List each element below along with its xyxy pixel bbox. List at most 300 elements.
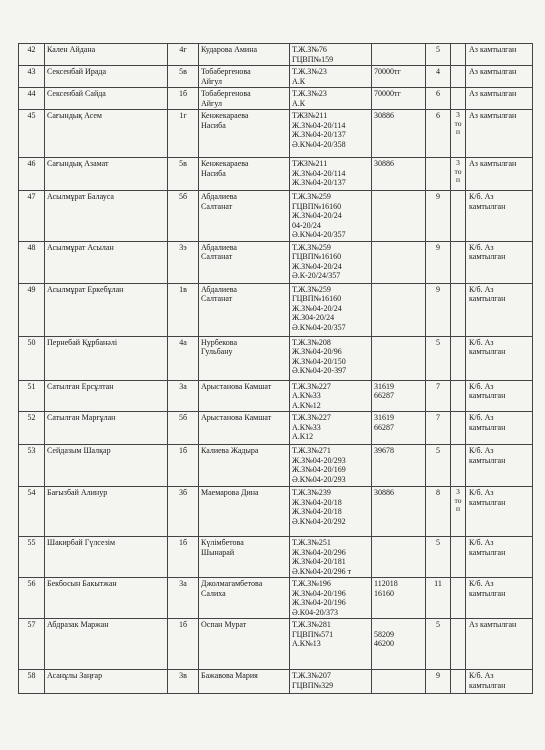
amount-cell-line — [374, 620, 423, 630]
documents-cell-line: Ж.З№04-20/114 — [292, 120, 346, 130]
documents-cell-line: ГЦВП№16160 — [292, 294, 342, 303]
student-name-cell: Сексенбай Ирада — [45, 66, 168, 88]
teacher-cell-line: Бажавова Мария — [201, 671, 258, 680]
amount-cell-line: 30886 — [374, 488, 394, 497]
teacher-cell-line: Оспан Мурат — [201, 620, 247, 629]
row-number-cell: 46 — [19, 158, 45, 191]
documents-cell-line: А.К№33 — [292, 422, 321, 432]
teacher-cell-line: Насиба — [201, 120, 226, 130]
class-cell: 5б — [168, 412, 199, 445]
status-cell — [466, 158, 533, 191]
amount-cell — [372, 412, 426, 445]
note-cell — [451, 241, 466, 283]
note-cell — [451, 66, 466, 88]
status-cell — [466, 380, 533, 412]
status-cell-line: К/б. Аз — [469, 284, 494, 294]
student-name-cell: Асылмұрат Балауса — [45, 191, 168, 242]
status-cell-line: К/б. Аз — [469, 381, 494, 391]
teacher-cell-line: Кударова Амина — [201, 45, 258, 54]
amount-cell — [372, 44, 426, 66]
class-cell: 5б — [168, 191, 199, 242]
teacher-cell — [199, 66, 290, 88]
class-cell: 3а — [168, 578, 199, 619]
amount-cell-line: 46200 — [374, 639, 394, 648]
amount-cell-line: 66287 — [374, 422, 394, 432]
class-cell: 1б — [168, 619, 199, 670]
amount-cell — [372, 110, 426, 158]
status-cell-line: камтылган — [469, 422, 506, 432]
documents-cell-line: ТЖЗ№211 — [292, 159, 328, 168]
amount-cell — [372, 380, 426, 412]
count-cell: 9 — [426, 670, 451, 694]
status-cell-line: камтылган — [469, 547, 506, 557]
status-cell — [466, 44, 533, 66]
amount-cell — [372, 66, 426, 88]
note-cell — [451, 445, 466, 487]
teacher-cell-line: Абдалиева — [201, 192, 237, 201]
row-number-cell: 43 — [19, 66, 45, 88]
status-cell-line: камтылган — [469, 497, 506, 507]
documents-cell-line: Ә.К№04-20/357 — [292, 230, 346, 239]
status-cell — [466, 283, 533, 336]
amount-cell — [372, 487, 426, 537]
status-cell-line: камтылган — [469, 201, 506, 211]
status-cell-line: камтылган — [469, 347, 506, 356]
status-cell — [466, 487, 533, 537]
note-cell-line: 3 — [456, 487, 460, 496]
note-cell-line: п — [455, 504, 460, 513]
status-cell-line: Аз камтылган — [469, 159, 517, 168]
documents-cell-line: Ж.З№04-20/137 — [292, 130, 346, 139]
note-cell — [451, 158, 466, 191]
student-name-cell: Сатылған Марғұлан — [45, 412, 168, 445]
table-row — [19, 537, 533, 578]
documents-cell — [290, 619, 372, 670]
teacher-cell — [199, 445, 290, 487]
documents-cell — [290, 44, 372, 66]
row-number-cell: 52 — [19, 412, 45, 445]
teacher-cell — [199, 380, 290, 412]
note-cell-line: п — [455, 175, 460, 184]
amount-cell-line: 58209 — [374, 629, 394, 639]
documents-cell — [290, 445, 372, 487]
status-cell — [466, 445, 533, 487]
documents-cell-line: Ж.З№04-20/24 — [292, 261, 342, 271]
documents-cell-line: А.К№33 — [292, 391, 321, 400]
table-row — [19, 578, 533, 619]
documents-cell-line: Т.Ж.З№281 — [292, 620, 331, 629]
student-name-cell: Асылмұрат Асылан — [45, 241, 168, 283]
documents-cell-line: Т.Ж.З№23 — [292, 67, 327, 76]
status-cell-line: К/б. Аз — [469, 488, 494, 497]
class-cell: 5в — [168, 158, 199, 191]
teacher-cell-line: Абдалиева — [201, 242, 237, 252]
table-row — [19, 110, 533, 158]
teacher-cell-line: Салиха — [201, 588, 226, 598]
documents-cell — [290, 66, 372, 88]
status-cell-line: камтылган — [469, 455, 506, 465]
class-cell: 3э — [168, 241, 199, 283]
count-cell: 9 — [426, 283, 451, 336]
amount-cell-line: 30886 — [374, 159, 394, 168]
status-cell — [466, 619, 533, 670]
count-cell: 11 — [426, 578, 451, 619]
note-cell — [451, 380, 466, 412]
teacher-cell-line: Күлімбетова — [201, 538, 244, 547]
amount-cell — [372, 88, 426, 110]
amount-cell-line: 31619 — [374, 413, 394, 422]
status-cell-line: К/б. Аз — [469, 192, 494, 201]
status-cell — [466, 412, 533, 445]
documents-cell-line: Ж.З№04-20/18 — [292, 497, 342, 507]
table-row — [19, 487, 533, 537]
documents-cell-line: А.К12 — [292, 432, 314, 441]
documents-cell-line: Т.Ж.З№196 — [292, 579, 331, 588]
amount-cell — [372, 537, 426, 578]
status-cell — [466, 110, 533, 158]
count-cell — [426, 158, 451, 191]
table-row — [19, 619, 533, 670]
documents-cell — [290, 158, 372, 191]
documents-cell-line: Ж.З№04-20/114 — [292, 168, 346, 178]
documents-cell-line: Т.Ж.З№76 — [292, 45, 327, 54]
amount-cell — [372, 578, 426, 619]
teacher-cell — [199, 283, 290, 336]
row-number-cell: 47 — [19, 191, 45, 242]
row-number-cell: 51 — [19, 380, 45, 412]
status-cell-line: Аз камтылган — [469, 111, 517, 120]
amount-cell-line: 112018 — [374, 579, 398, 588]
class-cell: 3б — [168, 487, 199, 537]
documents-cell-line: ГЦВП№16160 — [292, 201, 342, 211]
note-cell — [451, 283, 466, 336]
count-cell: 9 — [426, 191, 451, 242]
documents-cell-line: Ж.З№04-20/137 — [292, 178, 346, 187]
teacher-cell-line: Тобабергенова — [201, 67, 251, 76]
count-cell: 8 — [426, 487, 451, 537]
count-cell: 5 — [426, 619, 451, 670]
row-number-cell: 58 — [19, 670, 45, 694]
amount-cell — [372, 241, 426, 283]
status-cell-line: Аз камтылган — [469, 67, 517, 76]
teacher-cell-line: Арыстанова Камшат — [201, 413, 272, 422]
student-name-cell: Сағындық Асем — [45, 110, 168, 158]
count-cell: 9 — [426, 241, 451, 283]
documents-cell-line: Ж.З№04-20/24 — [292, 303, 342, 313]
row-number-cell: 49 — [19, 283, 45, 336]
row-number-cell: 48 — [19, 241, 45, 283]
documents-cell — [290, 487, 372, 537]
teacher-cell-line: Салтанат — [201, 294, 233, 303]
documents-cell — [290, 670, 372, 694]
row-number-cell: 45 — [19, 110, 45, 158]
student-name-cell: Кален Айдана — [45, 44, 168, 66]
row-number-cell: 53 — [19, 445, 45, 487]
amount-cell — [372, 445, 426, 487]
class-cell: 4а — [168, 336, 199, 380]
documents-cell-line: ГЦВП№571 — [292, 629, 334, 639]
teacher-cell — [199, 487, 290, 537]
student-name-cell: Сексенбай Сайда — [45, 88, 168, 110]
status-cell — [466, 191, 533, 242]
documents-cell-line: Т.Ж.З№207 — [292, 671, 331, 680]
documents-cell — [290, 110, 372, 158]
table-row — [19, 336, 533, 380]
amount-cell-line: 39678 — [374, 446, 394, 455]
note-cell-line: то — [454, 166, 462, 176]
amount-cell — [372, 336, 426, 380]
teacher-cell — [199, 619, 290, 670]
documents-cell — [290, 380, 372, 412]
amount-cell-line: 16160 — [374, 588, 394, 598]
status-cell-line: Аз камтылган — [469, 45, 517, 54]
table-row — [19, 88, 533, 110]
documents-cell-line: Т.Ж.З№23 — [292, 89, 327, 98]
student-name-cell: Абдразак Маржан — [45, 619, 168, 670]
class-cell: 3в — [168, 670, 199, 694]
documents-cell-line: Ә.К№04-20/358 — [292, 139, 346, 149]
documents-cell-line: Т.Ж.З№227 — [292, 413, 331, 422]
count-cell: 5 — [426, 537, 451, 578]
row-number-cell: 50 — [19, 336, 45, 380]
documents-cell-line: Ж.З№04-20/96 — [292, 347, 342, 356]
documents-cell — [290, 283, 372, 336]
teacher-cell — [199, 88, 290, 110]
table-row — [19, 158, 533, 191]
documents-cell-line: А.К — [292, 76, 306, 86]
teacher-cell-line: Калиева Жадыра — [201, 446, 259, 455]
table-row — [19, 380, 533, 412]
teacher-cell-line: Кенжекараева — [201, 159, 249, 168]
teacher-cell-line: Салтанат — [201, 252, 233, 261]
class-cell: 1б — [168, 537, 199, 578]
status-cell-line: камтылган — [469, 391, 506, 400]
note-cell — [451, 88, 466, 110]
documents-cell-line: А.К — [292, 98, 306, 108]
amount-cell-line: 70000тг — [374, 89, 401, 98]
student-name-cell: Асанұлы Заңғар — [45, 670, 168, 694]
documents-cell-line: А.К№12 — [292, 400, 321, 410]
documents-cell-line: Ж.З№04-20/24 — [292, 211, 342, 220]
amount-cell — [372, 283, 426, 336]
documents-cell-line: Ә.К№04-20/296 т — [292, 566, 352, 576]
note-cell — [451, 619, 466, 670]
status-cell — [466, 670, 533, 694]
amount-cell — [372, 158, 426, 191]
table-row — [19, 283, 533, 336]
class-cell: 4г — [168, 44, 199, 66]
count-cell: 7 — [426, 412, 451, 445]
student-name-cell: Шакирбай Гүлсезім — [45, 537, 168, 578]
documents-cell-line: ТЖЗ№211 — [292, 111, 328, 120]
documents-cell-line: Т.Ж.З№271 — [292, 446, 331, 455]
note-cell — [451, 44, 466, 66]
teacher-cell — [199, 241, 290, 283]
student-name-cell: Сағындық Азамат — [45, 158, 168, 191]
count-cell: 7 — [426, 380, 451, 412]
teacher-cell-line: Нурбекова — [201, 337, 237, 347]
status-cell-line: камтылган — [469, 680, 506, 690]
documents-cell — [290, 191, 372, 242]
documents-cell-line: Т.Ж.З№208 — [292, 337, 331, 347]
status-cell-line: К/б. Аз — [469, 242, 494, 252]
count-cell: 5 — [426, 44, 451, 66]
amount-cell-line: 66287 — [374, 391, 394, 400]
documents-cell-line: Ә.К№04-20/292 — [292, 516, 346, 526]
status-cell-line: Аз камтылган — [469, 89, 517, 98]
count-cell: 5 — [426, 445, 451, 487]
documents-cell-line: ГЦВП№159 — [292, 54, 334, 64]
class-cell: 1в — [168, 283, 199, 336]
amount-cell — [372, 619, 426, 670]
note-cell — [451, 336, 466, 380]
documents-cell-line: А.К№13 — [292, 639, 321, 648]
amount-cell — [372, 191, 426, 242]
documents-cell-line: ГЦВП№329 — [292, 680, 334, 690]
teacher-cell-line: Арыстанова Камшат — [201, 381, 272, 391]
teacher-cell-line: Шынарай — [201, 547, 235, 557]
status-cell-line: Аз камтылган — [469, 620, 517, 629]
teacher-cell — [199, 110, 290, 158]
documents-cell-line: Ж.З№04-20/293 — [292, 455, 346, 465]
documents-cell-line: Ж.З№04-20/18 — [292, 507, 342, 516]
student-name-cell: Асылмұрат Еркебұлан — [45, 283, 168, 336]
status-cell — [466, 336, 533, 380]
status-cell — [466, 66, 533, 88]
documents-cell-line: Т.Ж.З№259 — [292, 242, 331, 252]
count-cell: 6 — [426, 88, 451, 110]
documents-cell-line: Т.Ж.З№239 — [292, 488, 331, 497]
note-cell — [451, 191, 466, 242]
documents-cell-line: Т.Ж.З№251 — [292, 538, 331, 547]
table-body — [19, 44, 533, 694]
teacher-cell — [199, 412, 290, 445]
row-number-cell: 54 — [19, 487, 45, 537]
teacher-cell — [199, 336, 290, 380]
documents-cell-line: Ә.К№04-20/357 — [292, 322, 346, 332]
student-name-cell: Сейдазым Шалқар — [45, 445, 168, 487]
teacher-cell-line: Кенжекараева — [201, 111, 249, 120]
row-number-cell: 57 — [19, 619, 45, 670]
amount-cell-line: 70000тг — [374, 67, 401, 76]
note-cell — [451, 537, 466, 578]
row-number-cell: 42 — [19, 44, 45, 66]
count-cell: 4 — [426, 66, 451, 88]
teacher-cell — [199, 158, 290, 191]
teacher-cell — [199, 191, 290, 242]
note-cell — [451, 110, 466, 158]
teacher-cell — [199, 44, 290, 66]
student-name-cell: Пернебай Құрбанәлі — [45, 336, 168, 380]
note-cell-line: 3 — [456, 158, 460, 167]
documents-cell-line: Т.Ж.З№227 — [292, 381, 331, 391]
documents-cell-line: Ә.К04-20/373 — [292, 607, 338, 617]
student-name-cell: Бекбосын Бакытжан — [45, 578, 168, 619]
class-cell: 1б — [168, 88, 199, 110]
teacher-cell — [199, 578, 290, 619]
status-cell — [466, 578, 533, 619]
status-cell-line: К/б. Аз — [469, 446, 494, 455]
documents-cell-line: Ә.К-20/24/357 — [292, 271, 341, 280]
student-name-cell: Сатылған Ерсұлтан — [45, 380, 168, 412]
teacher-cell-line: Гульбану — [201, 347, 233, 356]
documents-cell-line: Ж.З04-20/24 — [292, 313, 335, 322]
teacher-cell-line: Джолмагамбетова — [201, 579, 263, 588]
documents-cell-line: Т.Ж.З№259 — [292, 284, 331, 294]
table-row — [19, 241, 533, 283]
table-row — [19, 445, 533, 487]
amount-cell-line: 31619 — [374, 381, 394, 391]
documents-cell — [290, 336, 372, 380]
documents-cell — [290, 88, 372, 110]
amount-cell-line: 30886 — [374, 111, 394, 120]
note-cell-line: 3 — [456, 110, 460, 119]
table-row — [19, 66, 533, 88]
status-cell-line: К/б. Аз — [469, 337, 494, 347]
table-row — [19, 670, 533, 694]
documents-cell-line: Ж.З№04-20/296 — [292, 547, 346, 557]
teacher-cell-line: Насиба — [201, 168, 226, 178]
status-cell-line: камтылган — [469, 588, 506, 598]
documents-cell-line: Ж.З№04-20/150 — [292, 356, 346, 366]
class-cell: 3а — [168, 380, 199, 412]
status-cell — [466, 241, 533, 283]
note-cell — [451, 412, 466, 445]
documents-cell-line: Т.Ж.З№259 — [292, 192, 331, 201]
status-cell-line: камтылган — [469, 294, 506, 303]
teacher-cell-line: Салтанат — [201, 201, 233, 211]
documents-cell — [290, 578, 372, 619]
teacher-cell-line: Абдалиева — [201, 284, 237, 294]
status-cell-line: К/б. Аз — [469, 671, 494, 680]
teacher-cell — [199, 670, 290, 694]
documents-cell-line: Ж.З№04-20/196 — [292, 598, 346, 607]
status-cell-line: К/б. Аз — [469, 413, 494, 422]
row-number-cell: 44 — [19, 88, 45, 110]
student-name-cell: Бағызбай Алинур — [45, 487, 168, 537]
note-cell — [451, 487, 466, 537]
status-cell — [466, 537, 533, 578]
count-cell: 5 — [426, 336, 451, 380]
table-row — [19, 412, 533, 445]
status-cell — [466, 88, 533, 110]
teacher-cell-line: Айгул — [201, 76, 222, 86]
note-cell-line: п — [455, 127, 460, 136]
status-cell-line: камтылган — [469, 252, 506, 261]
class-cell: 5в — [168, 66, 199, 88]
documents-cell-line: ГЦВП№16160 — [292, 252, 342, 261]
table-row — [19, 191, 533, 242]
documents-cell-line: Ә.К№04-20/293 — [292, 474, 346, 484]
status-cell-line: К/б. Аз — [469, 538, 494, 547]
teacher-cell-line: Тобабергенова — [201, 89, 251, 98]
documents-cell-line: Ә.К№04-20-397 — [292, 366, 347, 375]
documents-cell — [290, 241, 372, 283]
row-number-cell: 56 — [19, 578, 45, 619]
note-cell-line: то — [454, 118, 462, 128]
documents-cell-line: 04-20/24 — [292, 220, 321, 230]
table-row — [19, 44, 533, 66]
class-cell: 1г — [168, 110, 199, 158]
documents-cell-line: Ж.З№04-20/181 — [292, 557, 346, 566]
teacher-cell-line: Маемарова Дина — [201, 488, 259, 497]
documents-cell — [290, 412, 372, 445]
count-cell: 6 — [426, 110, 451, 158]
row-number-cell: 55 — [19, 537, 45, 578]
students-table — [18, 43, 533, 694]
teacher-cell-line: Айгул — [201, 98, 222, 108]
note-cell-line: то — [454, 495, 462, 505]
